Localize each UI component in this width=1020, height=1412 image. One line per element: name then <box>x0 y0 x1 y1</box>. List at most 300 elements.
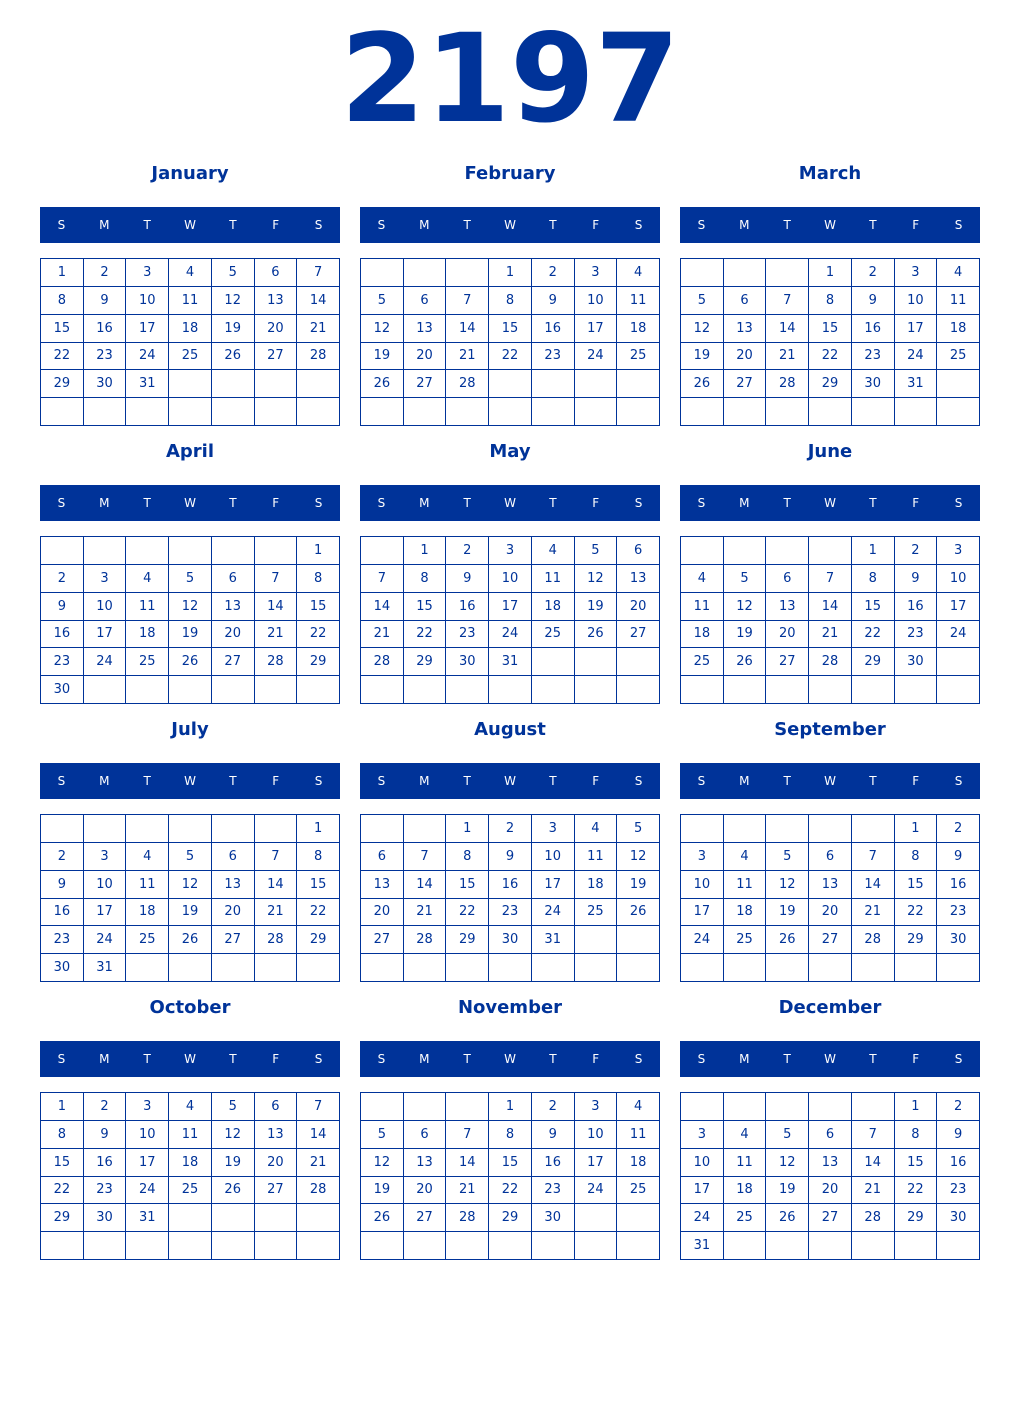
day-cell: 20 <box>212 899 255 927</box>
empty-cell <box>169 1232 212 1260</box>
day-cell: 21 <box>446 343 489 371</box>
day-cell: 4 <box>617 1093 660 1121</box>
weekday-label: T <box>229 218 237 232</box>
day-cell: 3 <box>895 259 938 287</box>
day-cell: 2 <box>937 815 980 843</box>
day-cell: 22 <box>489 343 532 371</box>
day-cell: 19 <box>766 899 809 927</box>
day-cell: 3 <box>532 815 575 843</box>
day-cell: 19 <box>575 593 618 621</box>
day-cell: 28 <box>297 343 340 371</box>
day-cell: 26 <box>212 343 255 371</box>
day-cell: 5 <box>169 843 212 871</box>
day-cell: 23 <box>41 648 84 676</box>
day-cell: 27 <box>255 1177 298 1205</box>
day-cell: 10 <box>937 565 980 593</box>
empty-cell <box>169 815 212 843</box>
empty-cell <box>297 1232 340 1260</box>
day-cell: 11 <box>126 593 169 621</box>
month-name: October <box>149 997 231 1018</box>
empty-cell <box>126 815 169 843</box>
empty-cell <box>212 1204 255 1232</box>
weekday-label: S <box>634 774 643 788</box>
day-cell: 28 <box>852 1204 895 1232</box>
day-cell: 25 <box>126 926 169 954</box>
day-cell: 22 <box>41 1177 84 1205</box>
day-cell: 6 <box>404 287 447 315</box>
day-grid <box>680 258 980 426</box>
day-cell: 1 <box>489 1093 532 1121</box>
day-cell: 26 <box>681 370 724 398</box>
weekday-label: W <box>184 1052 196 1066</box>
day-cell: 11 <box>575 843 618 871</box>
day-cell: 17 <box>575 315 618 343</box>
day-cell: 24 <box>575 343 618 371</box>
day-cell: 15 <box>297 871 340 899</box>
day-cell: 6 <box>809 843 852 871</box>
day-cell: 31 <box>532 926 575 954</box>
day-cell: 18 <box>169 315 212 343</box>
empty-cell <box>575 676 618 704</box>
day-cell: 1 <box>809 259 852 287</box>
empty-cell <box>895 676 938 704</box>
day-cell: 24 <box>681 1204 724 1232</box>
empty-cell <box>446 1093 489 1121</box>
month-name: July <box>171 719 209 740</box>
empty-cell <box>895 954 938 982</box>
weekday-label: T <box>463 496 471 510</box>
day-cell: 12 <box>681 315 724 343</box>
day-cell: 8 <box>809 287 852 315</box>
day-cell: 7 <box>361 565 404 593</box>
empty-cell <box>617 926 660 954</box>
weekday-label: S <box>377 774 386 788</box>
empty-cell <box>404 676 447 704</box>
day-cell: 27 <box>809 1204 852 1232</box>
day-cell: 26 <box>617 899 660 927</box>
day-cell: 30 <box>937 1204 980 1232</box>
day-cell: 29 <box>895 1204 938 1232</box>
empty-cell <box>446 676 489 704</box>
empty-cell <box>361 815 404 843</box>
empty-cell <box>41 398 84 426</box>
day-cell: 4 <box>169 1093 212 1121</box>
day-cell: 1 <box>404 537 447 565</box>
empty-cell <box>937 370 980 398</box>
day-cell: 16 <box>937 871 980 899</box>
weekday-label: M <box>99 1052 110 1066</box>
empty-cell <box>361 537 404 565</box>
empty-cell <box>937 676 980 704</box>
month-name: May <box>489 441 531 462</box>
day-cell: 7 <box>404 843 447 871</box>
weekday-label: M <box>739 774 750 788</box>
day-cell: 5 <box>169 565 212 593</box>
day-cell: 3 <box>126 259 169 287</box>
weekday-label: S <box>954 1052 963 1066</box>
weekday-label: F <box>592 774 600 788</box>
day-cell: 12 <box>575 565 618 593</box>
weekday-label: F <box>592 1052 600 1066</box>
weekday-header <box>40 1041 340 1077</box>
day-cell: 13 <box>255 1121 298 1149</box>
weekday-label: S <box>634 218 643 232</box>
month-name: August <box>474 719 546 740</box>
empty-cell <box>212 815 255 843</box>
day-cell: 11 <box>617 1121 660 1149</box>
day-cell: 28 <box>852 926 895 954</box>
weekday-label: M <box>739 218 750 232</box>
weekday-label: M <box>419 774 430 788</box>
weekday-label: T <box>143 218 151 232</box>
empty-cell <box>809 1232 852 1260</box>
empty-cell <box>766 676 809 704</box>
day-cell: 24 <box>937 621 980 649</box>
day-cell: 16 <box>937 1149 980 1177</box>
day-cell: 2 <box>41 565 84 593</box>
day-cell: 2 <box>41 843 84 871</box>
empty-cell <box>852 676 895 704</box>
day-grid <box>360 814 660 982</box>
day-cell: 31 <box>489 648 532 676</box>
day-cell: 21 <box>809 621 852 649</box>
day-cell: 5 <box>681 287 724 315</box>
weekday-header <box>680 763 980 799</box>
day-cell: 7 <box>297 259 340 287</box>
empty-cell <box>212 370 255 398</box>
day-cell: 1 <box>852 537 895 565</box>
day-cell: 19 <box>766 1177 809 1205</box>
day-cell: 19 <box>212 315 255 343</box>
day-cell: 9 <box>41 871 84 899</box>
day-cell: 25 <box>126 648 169 676</box>
day-cell: 14 <box>852 1149 895 1177</box>
day-cell: 25 <box>169 343 212 371</box>
day-cell: 16 <box>489 871 532 899</box>
weekday-label: W <box>504 496 516 510</box>
day-cell: 24 <box>84 926 127 954</box>
day-cell: 24 <box>681 926 724 954</box>
day-cell: 26 <box>766 926 809 954</box>
day-cell: 6 <box>361 843 404 871</box>
day-cell: 12 <box>169 871 212 899</box>
weekday-label: S <box>314 1052 323 1066</box>
empty-cell <box>617 676 660 704</box>
day-cell: 12 <box>617 843 660 871</box>
empty-cell <box>297 370 340 398</box>
empty-cell <box>169 537 212 565</box>
day-grid <box>360 536 660 704</box>
day-cell: 4 <box>724 843 767 871</box>
day-cell: 26 <box>169 648 212 676</box>
weekday-label: T <box>143 1052 151 1066</box>
day-cell: 13 <box>404 315 447 343</box>
weekday-label: T <box>229 1052 237 1066</box>
empty-cell <box>255 537 298 565</box>
day-cell: 19 <box>617 871 660 899</box>
month-name: April <box>165 441 215 462</box>
day-cell: 25 <box>724 1204 767 1232</box>
empty-cell <box>852 815 895 843</box>
empty-cell <box>84 815 127 843</box>
day-cell: 15 <box>41 315 84 343</box>
weekday-label: F <box>912 774 920 788</box>
day-cell: 15 <box>297 593 340 621</box>
empty-cell <box>126 676 169 704</box>
day-cell: 10 <box>681 871 724 899</box>
day-cell: 17 <box>937 593 980 621</box>
day-cell: 8 <box>895 843 938 871</box>
day-cell: 22 <box>446 899 489 927</box>
empty-cell <box>169 370 212 398</box>
day-cell: 27 <box>404 370 447 398</box>
empty-cell <box>361 398 404 426</box>
weekday-label: S <box>57 218 66 232</box>
day-cell: 30 <box>937 926 980 954</box>
day-cell: 15 <box>41 1149 84 1177</box>
day-cell: 9 <box>937 843 980 871</box>
weekday-label: S <box>57 774 66 788</box>
weekday-header <box>360 763 660 799</box>
day-cell: 22 <box>41 343 84 371</box>
day-cell: 20 <box>361 899 404 927</box>
day-cell: 4 <box>126 565 169 593</box>
day-cell: 10 <box>895 287 938 315</box>
day-cell: 6 <box>212 843 255 871</box>
empty-cell <box>532 370 575 398</box>
weekday-label: F <box>912 1052 920 1066</box>
weekday-header <box>40 207 340 243</box>
day-cell: 13 <box>766 593 809 621</box>
day-cell: 28 <box>446 370 489 398</box>
weekday-label: T <box>229 496 237 510</box>
day-cell: 4 <box>937 259 980 287</box>
weekday-label: S <box>377 218 386 232</box>
day-cell: 30 <box>84 370 127 398</box>
empty-cell <box>255 676 298 704</box>
empty-cell <box>724 1093 767 1121</box>
day-cell: 24 <box>126 1177 169 1205</box>
weekday-label: W <box>824 1052 836 1066</box>
day-cell: 18 <box>617 1149 660 1177</box>
day-cell: 15 <box>446 871 489 899</box>
day-cell: 8 <box>41 1121 84 1149</box>
day-cell: 15 <box>404 593 447 621</box>
day-cell: 26 <box>575 621 618 649</box>
empty-cell <box>724 676 767 704</box>
weekday-label: F <box>272 774 280 788</box>
day-cell: 11 <box>681 593 724 621</box>
weekday-header <box>360 1041 660 1077</box>
year-title: 2197 <box>340 8 680 150</box>
empty-cell <box>681 954 724 982</box>
day-cell: 13 <box>212 593 255 621</box>
day-cell: 8 <box>895 1121 938 1149</box>
day-cell: 23 <box>41 926 84 954</box>
weekday-label: M <box>739 496 750 510</box>
day-cell: 10 <box>84 593 127 621</box>
empty-cell <box>84 676 127 704</box>
day-cell: 2 <box>532 1093 575 1121</box>
empty-cell <box>255 1232 298 1260</box>
day-cell: 9 <box>41 593 84 621</box>
day-cell: 26 <box>212 1177 255 1205</box>
day-cell: 24 <box>84 648 127 676</box>
empty-cell <box>937 398 980 426</box>
day-cell: 3 <box>681 843 724 871</box>
day-cell: 25 <box>532 621 575 649</box>
day-cell: 24 <box>895 343 938 371</box>
empty-cell <box>169 1204 212 1232</box>
weekday-label: F <box>592 218 600 232</box>
day-cell: 14 <box>446 1149 489 1177</box>
day-cell: 2 <box>489 815 532 843</box>
empty-cell <box>766 398 809 426</box>
day-cell: 21 <box>297 315 340 343</box>
day-cell: 16 <box>41 899 84 927</box>
day-cell: 2 <box>937 1093 980 1121</box>
day-cell: 14 <box>809 593 852 621</box>
day-cell: 25 <box>681 648 724 676</box>
day-cell: 19 <box>681 343 724 371</box>
weekday-label: F <box>272 1052 280 1066</box>
day-grid <box>40 814 340 982</box>
day-cell: 14 <box>361 593 404 621</box>
day-cell: 22 <box>895 899 938 927</box>
empty-cell <box>681 537 724 565</box>
day-cell: 19 <box>212 1149 255 1177</box>
empty-cell <box>617 1204 660 1232</box>
day-cell: 17 <box>126 1149 169 1177</box>
day-cell: 26 <box>361 370 404 398</box>
day-cell: 31 <box>681 1232 724 1260</box>
empty-cell <box>724 259 767 287</box>
month-name: January <box>151 163 229 184</box>
day-cell: 22 <box>404 621 447 649</box>
empty-cell <box>766 259 809 287</box>
empty-cell <box>617 370 660 398</box>
empty-cell <box>681 1093 724 1121</box>
empty-cell <box>575 1232 618 1260</box>
day-cell: 29 <box>446 926 489 954</box>
day-cell: 7 <box>852 1121 895 1149</box>
weekday-label: S <box>697 496 706 510</box>
day-cell: 5 <box>212 259 255 287</box>
weekday-label: M <box>99 496 110 510</box>
empty-cell <box>41 537 84 565</box>
day-cell: 1 <box>489 259 532 287</box>
day-cell: 30 <box>41 676 84 704</box>
day-cell: 2 <box>446 537 489 565</box>
day-cell: 27 <box>404 1204 447 1232</box>
empty-cell <box>766 954 809 982</box>
day-cell: 7 <box>446 1121 489 1149</box>
weekday-label: W <box>504 218 516 232</box>
empty-cell <box>809 1093 852 1121</box>
day-cell: 11 <box>617 287 660 315</box>
day-cell: 6 <box>212 565 255 593</box>
day-cell: 18 <box>937 315 980 343</box>
day-cell: 17 <box>84 899 127 927</box>
day-cell: 10 <box>575 1121 618 1149</box>
empty-cell <box>297 954 340 982</box>
day-cell: 30 <box>84 1204 127 1232</box>
empty-cell <box>937 648 980 676</box>
day-cell: 7 <box>446 287 489 315</box>
day-cell: 20 <box>724 343 767 371</box>
day-cell: 22 <box>809 343 852 371</box>
empty-cell <box>489 676 532 704</box>
day-cell: 9 <box>852 287 895 315</box>
month-name: June <box>807 441 853 462</box>
empty-cell <box>255 1204 298 1232</box>
weekday-label: S <box>697 774 706 788</box>
day-cell: 3 <box>575 1093 618 1121</box>
day-cell: 11 <box>532 565 575 593</box>
day-cell: 13 <box>404 1149 447 1177</box>
day-cell: 28 <box>404 926 447 954</box>
empty-cell <box>404 398 447 426</box>
day-cell: 5 <box>361 287 404 315</box>
empty-cell <box>852 954 895 982</box>
weekday-label: W <box>504 1052 516 1066</box>
empty-cell <box>446 1232 489 1260</box>
day-cell: 14 <box>404 871 447 899</box>
month-name: March <box>798 163 862 184</box>
day-cell: 26 <box>169 926 212 954</box>
day-cell: 19 <box>724 621 767 649</box>
day-cell: 3 <box>575 259 618 287</box>
empty-cell <box>255 398 298 426</box>
empty-cell <box>255 815 298 843</box>
day-cell: 4 <box>532 537 575 565</box>
day-grid <box>40 258 340 426</box>
day-cell: 25 <box>169 1177 212 1205</box>
day-cell: 26 <box>361 1204 404 1232</box>
day-cell: 8 <box>446 843 489 871</box>
day-cell: 10 <box>575 287 618 315</box>
empty-cell <box>575 370 618 398</box>
weekday-label: S <box>314 496 323 510</box>
empty-cell <box>212 1232 255 1260</box>
day-cell: 10 <box>532 843 575 871</box>
day-cell: 28 <box>809 648 852 676</box>
weekday-label: T <box>549 218 557 232</box>
weekday-label: M <box>419 1052 430 1066</box>
weekday-label: S <box>954 774 963 788</box>
empty-cell <box>809 676 852 704</box>
weekday-label: T <box>783 496 791 510</box>
day-cell: 20 <box>809 899 852 927</box>
empty-cell <box>532 398 575 426</box>
weekday-header <box>680 207 980 243</box>
day-cell: 15 <box>852 593 895 621</box>
day-cell: 20 <box>255 1149 298 1177</box>
day-cell: 15 <box>809 315 852 343</box>
day-cell: 23 <box>852 343 895 371</box>
day-cell: 9 <box>937 1121 980 1149</box>
weekday-label: T <box>783 218 791 232</box>
day-cell: 1 <box>41 1093 84 1121</box>
day-cell: 16 <box>84 1149 127 1177</box>
day-cell: 23 <box>532 1177 575 1205</box>
day-cell: 31 <box>126 1204 169 1232</box>
day-cell: 4 <box>126 843 169 871</box>
day-cell: 24 <box>532 899 575 927</box>
empty-cell <box>681 676 724 704</box>
day-cell: 19 <box>361 1177 404 1205</box>
empty-cell <box>41 1232 84 1260</box>
